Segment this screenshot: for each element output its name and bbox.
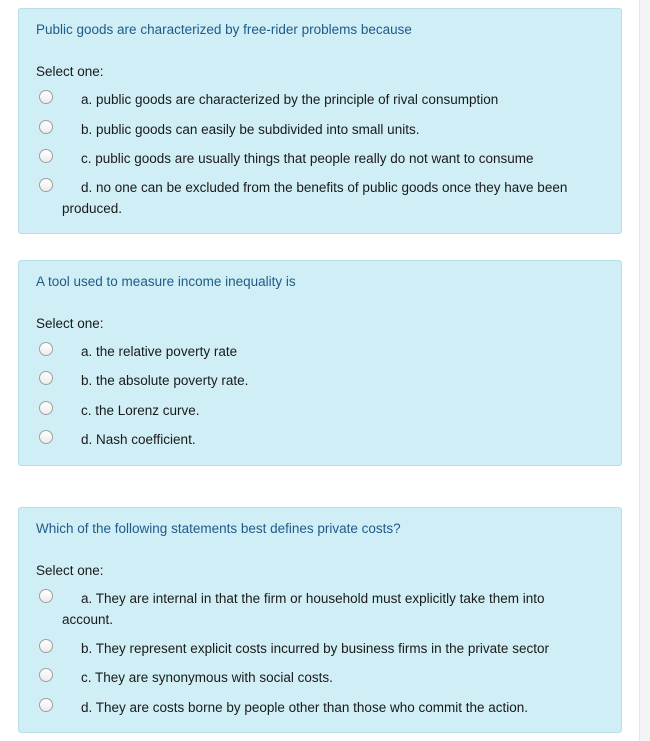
option-label[interactable]: d. no one can be excluded from the benefits of public goods once they have been produced. <box>62 180 568 216</box>
radio-button[interactable] <box>39 639 53 653</box>
option-label[interactable]: b. public goods can easily be subdivided into small units. <box>81 122 420 137</box>
option-label[interactable]: d. Nash coefficient. <box>81 432 196 447</box>
radio-button[interactable] <box>39 90 53 104</box>
option-label[interactable]: c. the Lorenz curve. <box>81 403 200 418</box>
question-text: A tool used to measure income inequality is <box>36 274 296 289</box>
question-card-1 <box>18 8 622 234</box>
question-card-3 <box>18 507 622 733</box>
option-label[interactable]: b. the absolute poverty rate. <box>81 373 249 388</box>
radio-button[interactable] <box>39 120 53 134</box>
radio-button[interactable] <box>39 149 53 163</box>
radio-button[interactable] <box>39 401 53 415</box>
option-label[interactable]: d. They are costs borne by people other than those who commit the action. <box>81 700 529 715</box>
radio-button[interactable] <box>39 589 53 603</box>
option-label[interactable]: b. They represent explicit costs incurred by business firms in the private sector <box>81 641 549 656</box>
select-one-prompt: Select one: <box>36 563 104 578</box>
option-label[interactable]: a. They are internal in that the firm or household must explicitly take them into account. <box>62 591 545 627</box>
option-label[interactable]: a. public goods are characterized by the principle of rival consumption <box>81 92 499 107</box>
option-label[interactable]: c. public goods are usually things that people really do not want to consume <box>81 151 534 166</box>
question-card-2 <box>18 260 622 466</box>
radio-button[interactable] <box>39 430 53 444</box>
radio-button[interactable] <box>39 668 53 682</box>
radio-button[interactable] <box>39 178 53 192</box>
radio-button[interactable] <box>39 698 53 712</box>
radio-button[interactable] <box>39 371 53 385</box>
select-one-prompt: Select one: <box>36 64 104 79</box>
question-text: Public goods are characterized by free-rider problems because <box>36 22 412 37</box>
radio-button[interactable] <box>39 342 53 356</box>
question-text: Which of the following statements best defines private costs? <box>36 521 401 536</box>
option-label[interactable]: c. They are synonymous with social costs. <box>81 670 333 685</box>
scrollbar-track[interactable] <box>639 0 650 741</box>
option-label[interactable]: a. the relative poverty rate <box>81 344 238 359</box>
select-one-prompt: Select one: <box>36 316 104 331</box>
